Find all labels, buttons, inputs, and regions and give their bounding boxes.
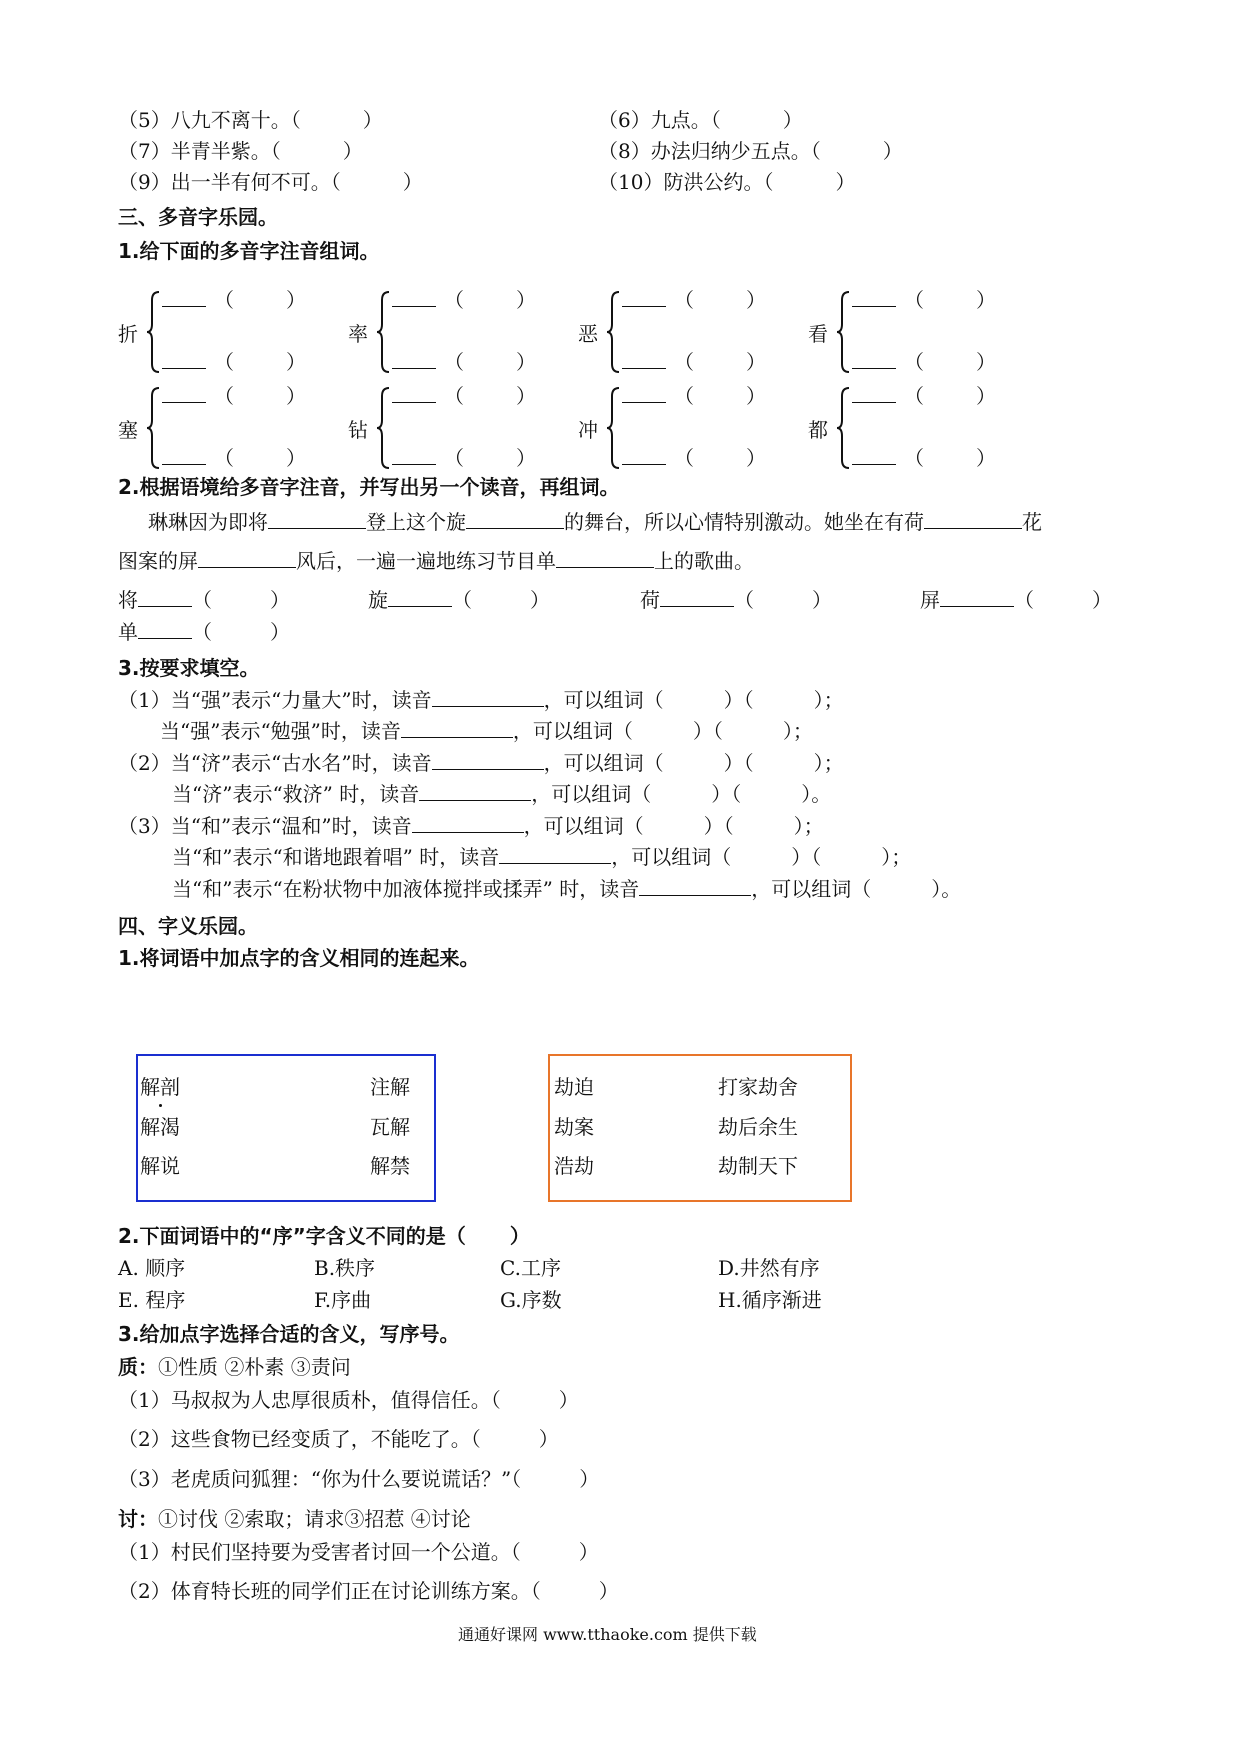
paren-close: ） xyxy=(976,384,996,408)
word-jiehouyusheng[interactable]: 劫后余生 xyxy=(718,1115,798,1139)
brace-icon xyxy=(146,386,160,470)
blank[interactable] xyxy=(392,286,436,307)
section-4-q3-title: 3.给加点字选择合适的含义，写序号。 xyxy=(118,1322,460,1346)
word-dajiajieshe[interactable]: 打家劫舍 xyxy=(718,1075,798,1099)
passage-line-2: 图案的屏 风后，一遍一遍地练习节目单 上的歌曲。 xyxy=(118,549,754,573)
section-3-q3-title: 3.按要求填空。 xyxy=(118,656,260,680)
section-3-q2-title: 2.根据语境给多音字注音，并写出另一个读音，再组词。 xyxy=(118,475,620,499)
blank[interactable] xyxy=(162,382,206,403)
blank[interactable] xyxy=(268,508,366,529)
blank[interactable] xyxy=(622,286,666,307)
blank[interactable] xyxy=(388,586,452,607)
q2-char-he: 荷 （ ） xyxy=(640,588,832,612)
q3-line: 当“和”表示“在粉状物中加液体搅拌或揉弄” 时，读音 ，可以组词（ ）。 xyxy=(172,877,962,901)
pinyin-word-slot[interactable] xyxy=(162,382,306,409)
word-zhujie[interactable]: 注解 xyxy=(370,1075,410,1099)
paren-open: （ xyxy=(444,288,464,312)
blank[interactable] xyxy=(138,586,192,607)
option-b[interactable]: B.秩序 xyxy=(314,1256,376,1280)
polyphone-char: 恶 xyxy=(578,322,598,346)
pinyin-word-slot[interactable] xyxy=(162,348,306,375)
blank[interactable] xyxy=(162,348,206,369)
option-a[interactable]: A. 顺序 xyxy=(118,1256,186,1280)
brace-icon xyxy=(146,290,160,374)
paren-close: ） xyxy=(976,350,996,374)
blank[interactable] xyxy=(138,618,192,639)
word-jiean[interactable]: 劫案 xyxy=(554,1115,594,1139)
paren-close: ） xyxy=(286,384,306,408)
paren-open: （ xyxy=(904,350,924,374)
paren-open: （ xyxy=(674,446,694,470)
polyphone-char: 率 xyxy=(348,322,368,346)
paren-close: ） xyxy=(976,446,996,470)
pinyin-word-slot[interactable] xyxy=(392,286,536,313)
item-5: （5）八九不离十。（ ） xyxy=(118,108,383,132)
paren-close: ） xyxy=(516,350,536,374)
tao-item-2: （2）体育特长班的同学们正在讨论训练方案。（ ） xyxy=(118,1579,619,1603)
paren-open: （ xyxy=(214,288,234,312)
option-e[interactable]: E. 程序 xyxy=(118,1288,186,1312)
footer-text: 通通好课网 www.tthaoke.com 提供下载 xyxy=(458,1625,757,1644)
pinyin-word-slot[interactable] xyxy=(852,444,996,471)
blank[interactable] xyxy=(412,812,524,833)
zhi-item-2: （2）这些食物已经变质了，不能吃了。（ ） xyxy=(118,1427,559,1451)
blank[interactable] xyxy=(639,875,751,896)
word-jiepou[interactable]: 解剖 xyxy=(140,1075,180,1099)
blank[interactable] xyxy=(419,780,531,801)
word-jiepo[interactable]: 劫迫 xyxy=(554,1075,594,1099)
q2-char-ping: 屏 （ ） xyxy=(920,588,1112,612)
paren-open: （ xyxy=(214,446,234,470)
pinyin-word-slot[interactable] xyxy=(852,348,996,375)
paren-close: ） xyxy=(286,446,306,470)
polyphone-char: 都 xyxy=(808,418,828,442)
brace-icon xyxy=(376,290,390,374)
paren-close: ） xyxy=(516,288,536,312)
blank[interactable] xyxy=(622,444,666,465)
item-10: （10）防洪公约。（ ） xyxy=(598,170,856,194)
blank[interactable] xyxy=(940,586,1014,607)
paren-open: （ xyxy=(674,288,694,312)
item-7: （7）半青半紫。（ ） xyxy=(118,139,363,163)
paren-close: ） xyxy=(746,350,766,374)
paren-close: ） xyxy=(286,350,306,374)
blank[interactable] xyxy=(924,508,1022,529)
section-3-q1-title: 1.给下面的多音字注音组词。 xyxy=(118,239,380,263)
zhi-item-1: （1）马叔叔为人忠厚很质朴，值得信任。（ ） xyxy=(118,1388,579,1412)
pinyin-word-slot[interactable] xyxy=(622,444,766,471)
zhi-item-3: （3）老虎质问狐狸：“你为什么要说谎话？”（ ） xyxy=(118,1467,600,1491)
pinyin-word-slot[interactable] xyxy=(622,286,766,313)
tao-item-1: （1）村民们坚持要为受害者讨回一个公道。（ ） xyxy=(118,1540,599,1564)
paren-close: ） xyxy=(516,384,536,408)
brace-icon xyxy=(606,386,620,470)
blank[interactable] xyxy=(499,843,611,864)
blank[interactable] xyxy=(392,444,436,465)
pinyin-word-slot[interactable] xyxy=(852,382,996,409)
blank[interactable] xyxy=(622,382,666,403)
pinyin-word-slot[interactable] xyxy=(162,444,306,471)
brace-icon xyxy=(376,386,390,470)
pinyin-word-slot[interactable] xyxy=(622,348,766,375)
polyphone-char: 看 xyxy=(808,322,828,346)
blank[interactable] xyxy=(392,382,436,403)
q3-line: （2）当“济”表示“古水名”时，读音 ，可以组词（ ）（ ）； xyxy=(118,751,844,775)
paren-close: ） xyxy=(976,288,996,312)
blank[interactable] xyxy=(432,749,544,770)
q2-char-jiang: 将 （ ） xyxy=(118,588,290,612)
paren-open: （ xyxy=(214,350,234,374)
blank[interactable] xyxy=(401,717,513,738)
q3-line: 当“和”表示“和谐地跟着唱” 时，读音 ，可以组词（ ）（ ）； xyxy=(172,845,912,869)
tao-meanings: 讨：①讨伐 ②索取；请求③招惹 ④讨论 xyxy=(118,1507,471,1531)
paren-close: ） xyxy=(286,288,306,312)
section-3-title: 三、多音字乐园。 xyxy=(118,205,278,229)
blank[interactable] xyxy=(466,508,564,529)
item-8: （8）办法归纳少五点。（ ） xyxy=(598,139,903,163)
blank[interactable] xyxy=(852,382,896,403)
pinyin-word-slot[interactable] xyxy=(392,348,536,375)
zhi-meanings: 质：①性质 ②朴素 ③责问 xyxy=(118,1355,351,1379)
paren-open: （ xyxy=(444,446,464,470)
polyphone-char: 塞 xyxy=(118,418,138,442)
blank[interactable] xyxy=(162,286,206,307)
paren-open: （ xyxy=(674,384,694,408)
option-d[interactable]: D.井然有序 xyxy=(718,1256,820,1280)
pinyin-word-slot[interactable] xyxy=(162,286,306,313)
blank[interactable] xyxy=(852,444,896,465)
item-9: （9）出一半有何不可。（ ） xyxy=(118,170,423,194)
paren-close: ） xyxy=(746,446,766,470)
section-4-q2-title: 2.下面词语中的“序”字含义不同的是（ ） xyxy=(118,1224,530,1248)
paren-close: ） xyxy=(746,288,766,312)
blank[interactable] xyxy=(660,586,734,607)
polyphone-char: 钻 xyxy=(348,418,368,442)
blank[interactable] xyxy=(162,444,206,465)
section-4-q1-title: 1.将词语中加点字的含义相同的连起来。 xyxy=(118,946,480,970)
word-jiejin[interactable]: 解禁 xyxy=(370,1154,410,1178)
polyphone-char: 冲 xyxy=(578,418,598,442)
pinyin-word-slot[interactable] xyxy=(392,382,536,409)
blank[interactable] xyxy=(622,348,666,369)
paren-open: （ xyxy=(904,384,924,408)
paren-open: （ xyxy=(904,446,924,470)
option-f[interactable]: F.序曲 xyxy=(314,1288,372,1312)
q3-line: （1）当“强”表示“力量大”时，读音 ，可以组词（ ）（ ）； xyxy=(118,688,844,712)
brace-icon xyxy=(836,290,850,374)
word-jiezhitianxia[interactable]: 劫制天下 xyxy=(718,1154,798,1178)
word-jieshuo[interactable]: 解说 xyxy=(140,1154,180,1178)
blank[interactable] xyxy=(556,547,654,568)
item-6: （6）九点。（ ） xyxy=(598,108,803,132)
brace-icon xyxy=(836,386,850,470)
paren-close: ） xyxy=(516,446,536,470)
paren-close: ） xyxy=(746,384,766,408)
q2-char-xuan: 旋 （ ） xyxy=(368,588,550,612)
paren-open: （ xyxy=(674,350,694,374)
word-jieke[interactable]: 解渴 xyxy=(140,1115,180,1139)
pinyin-word-slot[interactable] xyxy=(852,286,996,313)
passage-line-1: 琳琳因为即将 登上这个旋 的舞台，所以心情特别激动。她坐在有荷 花 xyxy=(148,510,1042,534)
blank[interactable] xyxy=(392,348,436,369)
blank[interactable] xyxy=(198,547,296,568)
option-g[interactable]: G.序数 xyxy=(500,1288,562,1312)
pinyin-word-slot[interactable] xyxy=(622,382,766,409)
option-c[interactable]: C.工序 xyxy=(500,1256,561,1280)
option-h[interactable]: H.循序渐进 xyxy=(718,1288,822,1312)
q2-char-dan: 单 （ ） xyxy=(118,620,290,644)
paren-open: （ xyxy=(444,384,464,408)
blank[interactable] xyxy=(852,348,896,369)
word-wajie[interactable]: 瓦解 xyxy=(370,1115,410,1139)
pinyin-word-slot[interactable] xyxy=(392,444,536,471)
paren-open: （ xyxy=(214,384,234,408)
polyphone-char: 折 xyxy=(118,322,138,346)
blank[interactable] xyxy=(852,286,896,307)
paren-open: （ xyxy=(904,288,924,312)
section-4-title: 四、字义乐园。 xyxy=(118,914,258,938)
q3-line: （3）当“和”表示“温和”时，读音 ，可以组词（ ）（ ）； xyxy=(118,814,824,838)
brace-icon xyxy=(606,290,620,374)
paren-open: （ xyxy=(444,350,464,374)
blank[interactable] xyxy=(432,686,544,707)
q3-line: 当“强”表示“勉强”时，读音 ，可以组词（ ）（ ）； xyxy=(160,719,813,743)
q3-line: 当“济”表示“救济” 时，读音 ，可以组词（ ）（ ）。 xyxy=(172,782,832,806)
word-haojie[interactable]: 浩劫 xyxy=(554,1154,594,1178)
